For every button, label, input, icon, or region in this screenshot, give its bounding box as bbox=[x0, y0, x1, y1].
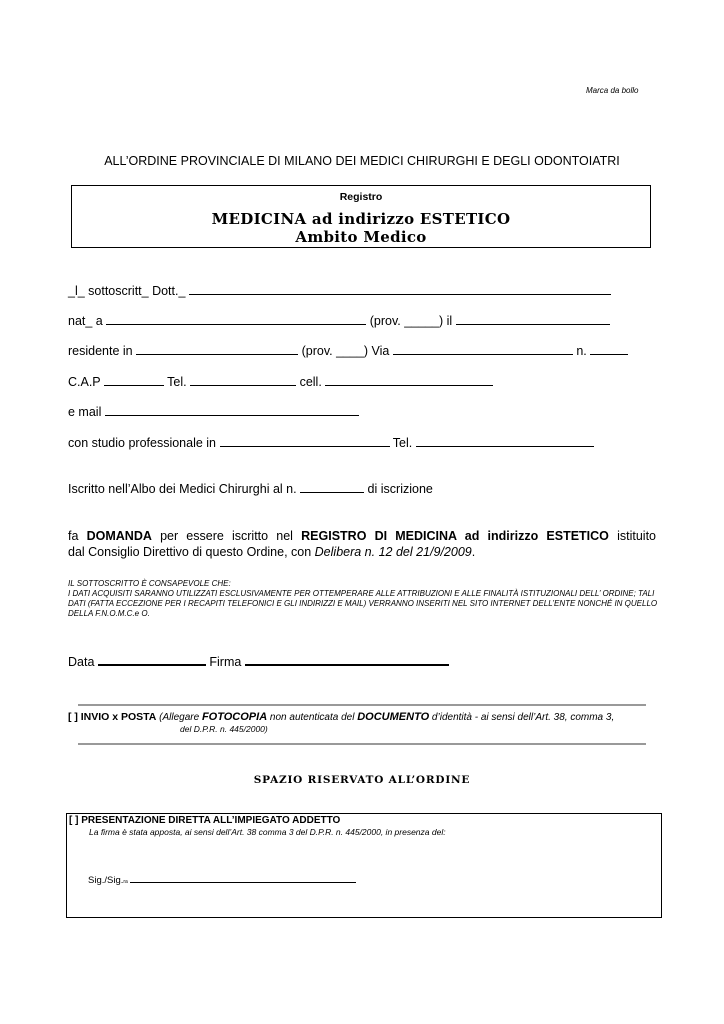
cap-label: C.A.P bbox=[68, 375, 101, 389]
request-text-3: istituito bbox=[608, 529, 656, 543]
presentation-option[interactable]: [ ] PRESENTAZIONE DIRETTA ALL’IMPIEGATO ADDETTO bbox=[69, 815, 341, 826]
register-title bbox=[72, 210, 650, 246]
mail-text-1: (Allegare bbox=[159, 712, 202, 723]
mail-line2: del D.P.R. n. 445/2000) bbox=[180, 724, 268, 734]
residence-row bbox=[68, 343, 628, 358]
date-label: Data bbox=[68, 655, 95, 669]
clerk-label: Sig./Sig. bbox=[88, 875, 124, 886]
divider-top bbox=[78, 704, 646, 706]
date-field[interactable] bbox=[98, 653, 206, 666]
clerk-signature-row bbox=[88, 873, 356, 886]
cap-field[interactable] bbox=[104, 374, 164, 386]
number-label: n. bbox=[576, 344, 587, 358]
studio-label: con studio professionale in bbox=[68, 436, 217, 450]
studio-tel-field[interactable] bbox=[416, 435, 594, 447]
firma-label: Firma bbox=[209, 655, 242, 669]
privacy-notice bbox=[68, 579, 658, 619]
clerk-label-sup: ra bbox=[123, 879, 128, 885]
albo-row bbox=[68, 481, 433, 496]
born-label: nat_ a bbox=[68, 314, 103, 328]
signature-field[interactable] bbox=[245, 653, 449, 666]
stamp-note: Marca da bollo bbox=[586, 86, 639, 95]
divider-bottom bbox=[78, 743, 646, 745]
albo-number-field[interactable] bbox=[300, 481, 364, 493]
birthdate-field[interactable] bbox=[456, 313, 610, 325]
mail-fotocopia: FOTOCOPIA bbox=[201, 711, 268, 723]
tel-label: Tel. bbox=[167, 375, 187, 389]
email-row bbox=[68, 404, 359, 419]
studio-city-field[interactable] bbox=[220, 435, 390, 447]
cell-field[interactable] bbox=[325, 374, 493, 386]
request-line1 bbox=[68, 528, 656, 544]
request-text-2: per essere iscritto nel bbox=[151, 529, 302, 543]
request-paragraph bbox=[68, 528, 656, 560]
mail-option bbox=[68, 711, 614, 723]
albo-suffix: di iscrizione bbox=[367, 482, 433, 496]
birth-row bbox=[68, 313, 610, 328]
mail-text-2: non autenticata del bbox=[267, 712, 358, 723]
request-registro: REGISTRO DI MEDICINA ad indirizzo ESTETICO bbox=[301, 529, 609, 543]
street-number-field[interactable] bbox=[590, 343, 628, 355]
request-text-4: dal Consiglio Direttivo di questo Ordine, con bbox=[68, 545, 315, 559]
prov-res-label: (prov. ____) Via bbox=[301, 344, 390, 358]
undersigned-row bbox=[68, 283, 611, 298]
office-box bbox=[66, 813, 662, 918]
residence-city-field[interactable] bbox=[136, 343, 298, 355]
studio-tel-label: Tel. bbox=[392, 436, 413, 450]
mail-label: INVIO x POSTA bbox=[80, 711, 157, 723]
resident-label: residente in bbox=[68, 344, 133, 358]
register-title-line2: Ambito Medico bbox=[295, 228, 427, 246]
presentation-note: La firma è stata apposta, ai sensi dell’Art. 38 comma 3 del D.P.R. n. 445/2000, in presenza del: bbox=[89, 827, 446, 837]
albo-label: Iscritto nell’Albo dei Medici Chirurghi al n. bbox=[68, 482, 297, 496]
request-line2 bbox=[68, 544, 656, 560]
reserved-heading: SPAZIO RISERVATO ALL’ORDINE bbox=[253, 774, 471, 786]
notice-heading: IL SOTTOSCRITTO È CONSAPEVOLE CHE: bbox=[68, 579, 231, 588]
street-field[interactable] bbox=[393, 343, 573, 355]
request-end: . bbox=[471, 545, 476, 559]
register-title-line1: MEDICINA ad indirizzo ESTETICO bbox=[211, 210, 511, 228]
register-label: Registro bbox=[339, 191, 383, 203]
mail-documento: DOCUMENTO bbox=[357, 711, 430, 723]
addressee: ALL’ORDINE PROVINCIALE DI MILANO DEI MEDICI CHIRURGHI E DEGLI ODONTOIATRI bbox=[104, 154, 620, 168]
prov-born-label: (prov. _____) il bbox=[369, 314, 453, 328]
mail-text-3: d’identità - ai sensi dell’Art. 38, comma 3, bbox=[429, 712, 615, 723]
request-delibera: Delibera n. 12 del 21/9/2009 bbox=[314, 545, 472, 559]
clerk-name-field[interactable] bbox=[130, 873, 356, 883]
email-label: e mail bbox=[68, 405, 102, 419]
email-field[interactable] bbox=[105, 404, 359, 416]
request-domanda: DOMANDA bbox=[86, 529, 152, 543]
tel-field[interactable] bbox=[190, 374, 296, 386]
birthplace-field[interactable] bbox=[106, 313, 366, 325]
studio-row bbox=[68, 435, 594, 450]
mail-checkbox[interactable]: [ ] bbox=[68, 711, 78, 723]
notice-body: I DATI ACQUISITI SARANNO UTILIZZATI ESCLUSIVAMENTE PER OTTEMPERARE ALLE ATTRIBUZIONI E ALLE FINALITÀ ISTITUZIONALI DELL’ ORDINE; TALI DATI (FATTA ECCEZIONE PER I RECAPITI TELEFONICI E GLI INDIRIZZI E MAIL) VERRANNO INSERITI NEL SITO INTERNET DELL’ENTE NONCHÉ IN QUELLO DELLA F.N.O.M.C.e O. bbox=[68, 589, 658, 618]
undersigned-label: _l_ sottoscritt_ Dott._ bbox=[68, 284, 186, 298]
signature-row bbox=[68, 653, 449, 669]
contact-row bbox=[68, 374, 493, 389]
register-box bbox=[71, 185, 651, 248]
request-text-1: fa bbox=[68, 529, 87, 543]
cell-label: cell. bbox=[299, 375, 322, 389]
name-field[interactable] bbox=[189, 283, 611, 295]
